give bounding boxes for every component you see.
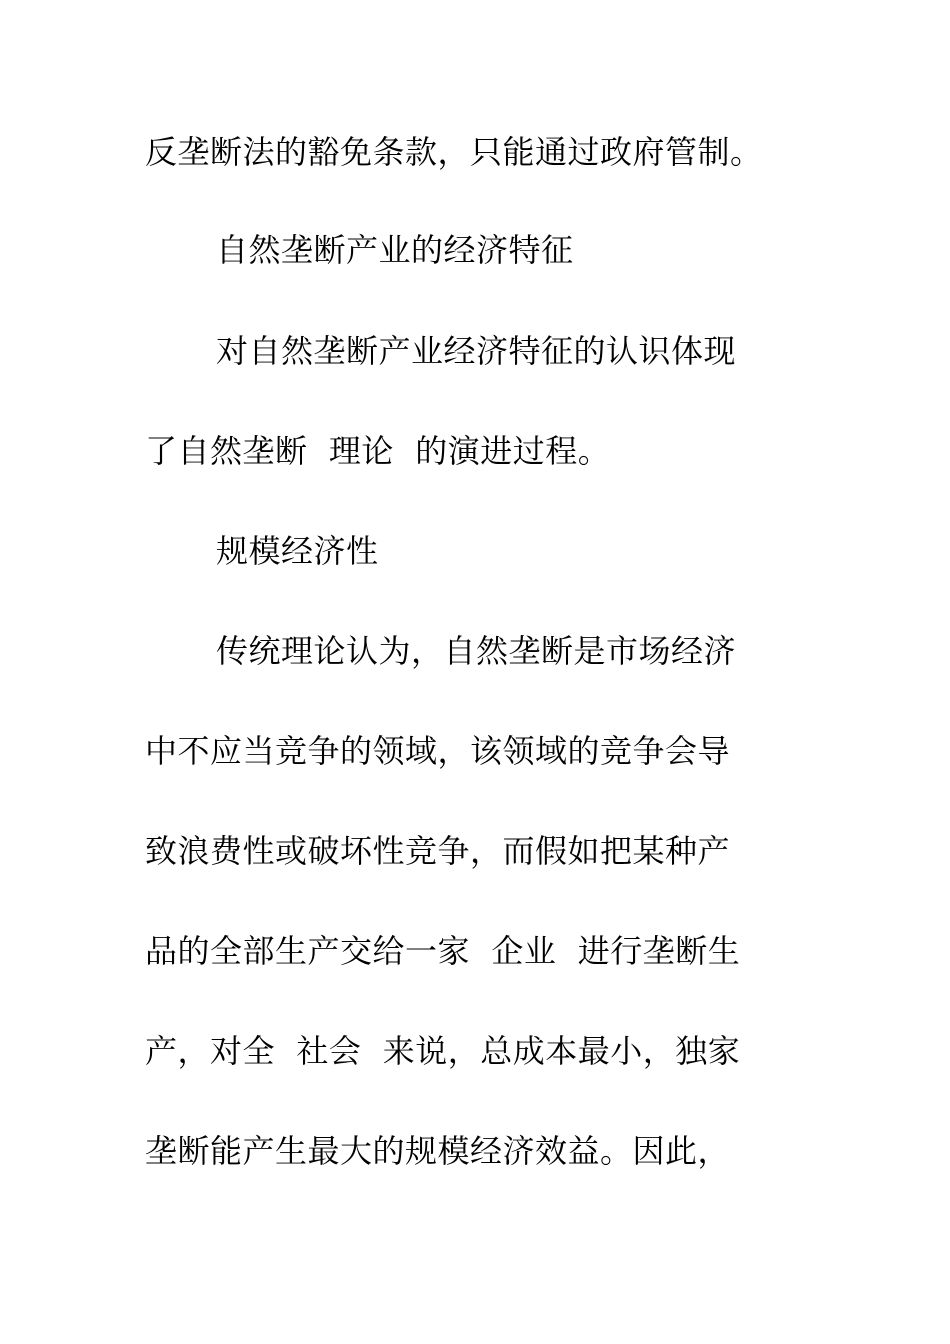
paragraph-line-3: 了自然垄断 理论 的演进过程。 [145,432,611,470]
paragraph-line-5: 中不应当竞争的领域，该领域的竞争会导 [145,732,731,770]
paragraph-line-6: 致浪费性或破坏性竞争，而假如把某种产 [145,832,731,870]
paragraph-line-2: 对自然垄断产业经济特征的认识体现 [216,332,737,370]
paragraph-line-1: 反垄断法的豁免条款，只能通过政府管制。 [145,133,763,171]
paragraph-line-7: 品的全部生产交给一家 企业 进行垄断生 [145,932,741,970]
section-heading-natural-monopoly: 自然垄断产业的经济特征 [216,231,574,269]
section-heading-economies-of-scale: 规模经济性 [216,532,379,570]
paragraph-line-8: 产，对全 社会 来说，总成本最小，独家 [145,1032,741,1070]
paragraph-line-4: 传统理论认为，自然垄断是市场经济 [216,632,737,670]
paragraph-line-9: 垄断能产生最大的规模经济效益。因此， [145,1132,731,1170]
